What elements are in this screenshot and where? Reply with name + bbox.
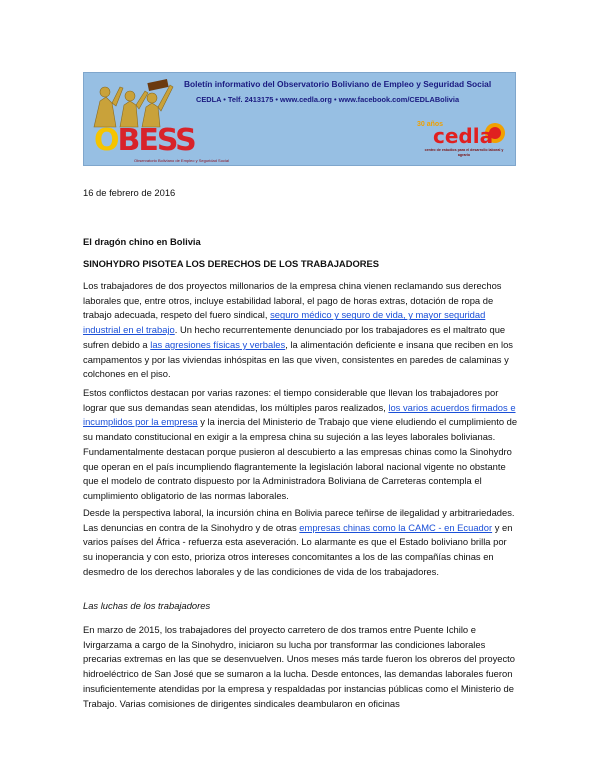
- link-seguro-medico[interactable]: seguro médico y seguro de vida, y mayor seguridad industrial en el trabajo: [83, 309, 486, 336]
- workers-illustration-icon: [90, 79, 185, 129]
- link-camc-ecuador[interactable]: empresas chinas como la CAMC - en Ecuador: [299, 521, 493, 533]
- cedla-anniversary: 30 años: [417, 121, 444, 128]
- obess-wordmark: OBESS: [94, 123, 195, 158]
- newsletter-banner: [83, 72, 516, 166]
- paragraph-2: Estos conflictos destacan por varias razones: el tiempo considerable que llevan los trabajadores por lograr que sus demandas sean atendidas, los múltiples paros realizados, los varios acuerdos firmados e incumplidos por la empresa y la inercia del Ministerio de Trabajo que viene eludiendo el cumplimiento de su mandato constitucional en exigir a la empresa china su sujeción a las leyes laborales bolivianas. Fundamentalmente destacan porque pusieron al descubierto a las empresas chinas como la Sinohydro que operan en el país incumpliendo flagrantemente la legislación laboral nacional vigente no obstante que el modelo de contrato dispuesto por la Administradora Boliviana de Carreteras contempla el cumplimiento obligatorio de las normas laborales.: [83, 387, 518, 501]
- newsletter-title: Boletín informativo del Observatorio Boliviano de Empleo y Seguridad Social: [184, 79, 492, 89]
- link-acuerdos-incumplidos[interactable]: los varios acuerdos firmados e incumplidos por la empresa: [83, 401, 516, 428]
- publication-date: 16 de febrero de 2016: [83, 187, 176, 198]
- contact-line: CEDLA • Telf. 2413175 • www.cedla.org • www.facebook.com/CEDLABolivia: [196, 95, 460, 104]
- cedla-logo: [415, 121, 507, 163]
- obess-logo: [94, 123, 229, 165]
- paragraph-4: En marzo de 2015, los trabajadores del proyecto carretero de dos tramos entre Puente Ichilo e Ivirgarzama a cargo de la Sinohydro, iniciaron su lucha por transformar las condiciones laborales precarias extremas en las que se desenvuelven. Unos meses más tarde fueron los obreros del proyecto hidroeléctrico de San José que se sumaron a la lucha. Desde entonces, las demandas laborales fueron insuficientemente atendidas por la empresa y respaldadas por instancias públicas como el Ministerio de Trabajo. Varias comisiones de dirigentes sindicales deambularon en oficinas: [83, 624, 515, 709]
- link-agresiones[interactable]: las agresiones físicas y verbales: [150, 338, 286, 350]
- cedla-subtitle: centro de estudios para el desarrollo laboral y agrario: [424, 148, 504, 157]
- obess-subtitle: Observatorio Boliviano de Empleo y Seguridad Social: [134, 158, 229, 163]
- article-kicker: El dragón chino en Bolivia: [83, 236, 201, 247]
- cedla-wordmark: cedla: [433, 124, 494, 148]
- article-headline: SINOHYDRO PISOTEA LOS DERECHOS DE LOS TRABAJADORES: [83, 258, 380, 269]
- paragraph-1: Los trabajadores de dos proyectos millonarios de la empresa china vienen reclamando sus derechos laborales que, entre otros, incluye estabilidad laboral, el pago de horas extras, dotación de ropa de trabajo adecuada, respeto del fuero sindical, seguro médico y seguro de vida, y mayor seguridad industrial en el trabajo. Un hecho recurrentemente denunciado por los trabajadores es el maltrato que sufren debido a las agresiones físicas y verbales, la alimentación deficiente e insana que reciben en los campamentos y por las viviendas inhóspitas en las que viven, consistentes en paredes de calaminas y colchones en el piso.: [83, 280, 513, 380]
- paragraph-3: Desde la perspectiva laboral, la incursión china en Bolivia parece teñirse de ilegalidad y arbitrariedades. Las denuncias en contra de la Sinohydro y de otras empresas chinas como la CAMC - en Ecuador y en varios países del África - refuerza esta aseveración. Lo alarmante es que el Estado boliviano brilla por su inoperancia y con esto, prioriza otros intereses concomitantes a los de las compañías chinas en desmedro de los derechos laborales y de las condiciones de vida de los trabajadores.: [83, 507, 515, 577]
- section-subheading: Las luchas de los trabajadores: [83, 600, 211, 611]
